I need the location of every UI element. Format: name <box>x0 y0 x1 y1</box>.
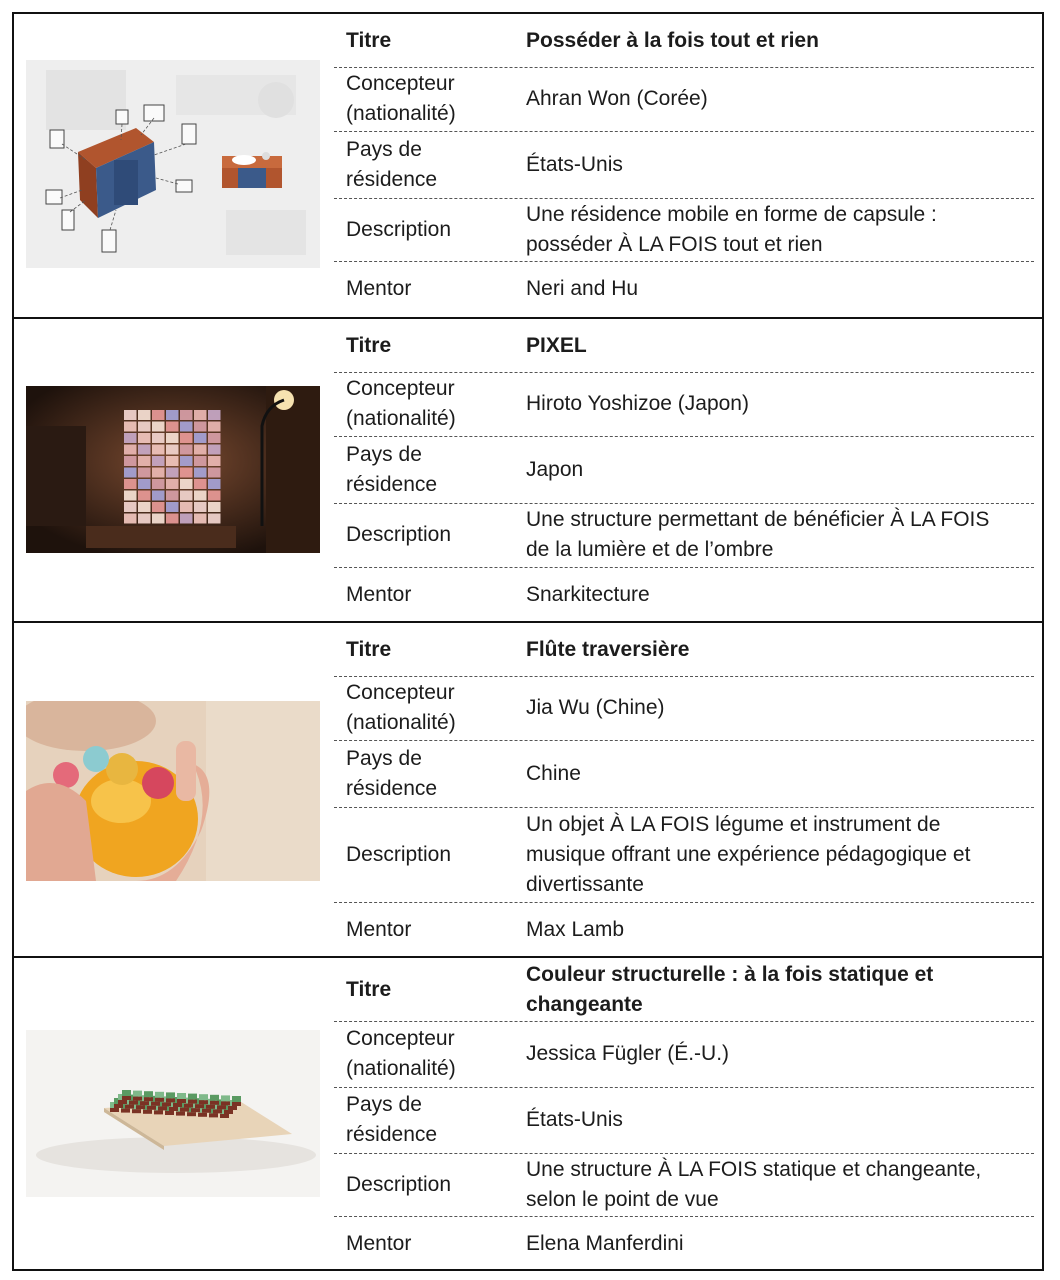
designer-label: Concepteur (nationalité) <box>346 72 456 125</box>
mentor-value: Elena Manferdini <box>526 1231 684 1255</box>
description-value: Un objet À LA FOIS légume et instrument de musique offrant une expérience pédagogique et divertissante <box>526 812 971 896</box>
description-label: Description <box>346 217 452 241</box>
project-entry-2 <box>14 317 1042 623</box>
title-label: Titre <box>346 977 392 1001</box>
capsule-residence-image <box>26 60 320 268</box>
residence-row <box>334 436 1034 504</box>
description-row <box>334 807 1034 903</box>
designer-value: Jessica Fügler (É.-U.) <box>526 1042 730 1065</box>
title-label: Titre <box>346 28 392 52</box>
description-row <box>334 198 1034 262</box>
designer-label: Concepteur (nationalité) <box>346 377 456 430</box>
mentor-value: Max Lamb <box>526 918 625 941</box>
pixel-structure-image <box>26 386 320 553</box>
vegetable-flute-image <box>26 701 320 881</box>
title-label: Titre <box>346 637 392 661</box>
residence-label: Pays de résidence <box>346 746 438 800</box>
residence-value: Japon <box>526 457 584 481</box>
residence-value: États-Unis <box>526 1108 623 1131</box>
residence-value: Chine <box>526 761 581 785</box>
title-value: Flûte traversière <box>526 637 690 661</box>
mentor-row <box>334 261 1034 317</box>
structural-color-image <box>26 1030 320 1197</box>
designer-row <box>334 372 1034 437</box>
title-label: Titre <box>346 333 392 357</box>
description-row <box>334 503 1034 568</box>
project-entry-4 <box>14 956 1042 1271</box>
mentor-label: Mentor <box>346 277 412 300</box>
description-value: Une structure permettant de bénéficier À LA FOIS de la lumière et de l’ombre <box>526 508 990 561</box>
description-value: Une résidence mobile en forme de capsule : posséder À LA FOIS tout et rien <box>526 202 937 256</box>
residence-row <box>334 1087 1034 1154</box>
residence-label: Pays de résidence <box>346 137 438 191</box>
project-entry-3 <box>14 621 1042 958</box>
designer-label: Concepteur (nationalité) <box>346 681 456 734</box>
title-value: Couleur structurelle : à la fois statique et changeante <box>526 962 934 1016</box>
designer-value: Jia Wu (Chine) <box>526 696 665 719</box>
title-value: Posséder à la fois tout et rien <box>526 28 819 52</box>
residence-label: Pays de résidence <box>346 1093 438 1146</box>
description-label: Description <box>346 523 452 546</box>
designer-row <box>334 1021 1034 1088</box>
description-label: Description <box>346 842 452 866</box>
residence-row <box>334 131 1034 199</box>
designer-label: Concepteur (nationalité) <box>346 1027 456 1080</box>
designer-row <box>334 676 1034 741</box>
designer-value: Ahran Won (Corée) <box>526 87 708 110</box>
mentor-row <box>334 567 1034 623</box>
mentor-label: Mentor <box>346 583 412 606</box>
residence-row <box>334 740 1034 808</box>
description-row <box>334 1153 1034 1217</box>
mentor-value: Neri and Hu <box>526 277 639 300</box>
description-label: Description <box>346 1172 452 1196</box>
mentor-row <box>334 902 1034 958</box>
mentor-label: Mentor <box>346 918 412 941</box>
designer-value: Hiroto Yoshizoe (Japon) <box>526 392 749 415</box>
designer-row <box>334 67 1034 132</box>
title-row <box>334 14 1034 68</box>
residence-value: États-Unis <box>526 152 623 176</box>
mentor-label: Mentor <box>346 1231 412 1255</box>
project-entry-1 <box>14 14 1042 317</box>
residence-label: Pays de résidence <box>346 442 438 496</box>
projects-table <box>12 12 1044 1271</box>
title-row <box>334 319 1034 373</box>
title-value: PIXEL <box>526 333 587 357</box>
title-row <box>334 623 1034 677</box>
description-value: Une structure À LA FOIS statique et changeante, selon le point de vue <box>526 1157 982 1211</box>
title-row <box>334 958 1034 1022</box>
mentor-row <box>334 1216 1034 1271</box>
mentor-value: Snarkitecture <box>526 583 650 606</box>
